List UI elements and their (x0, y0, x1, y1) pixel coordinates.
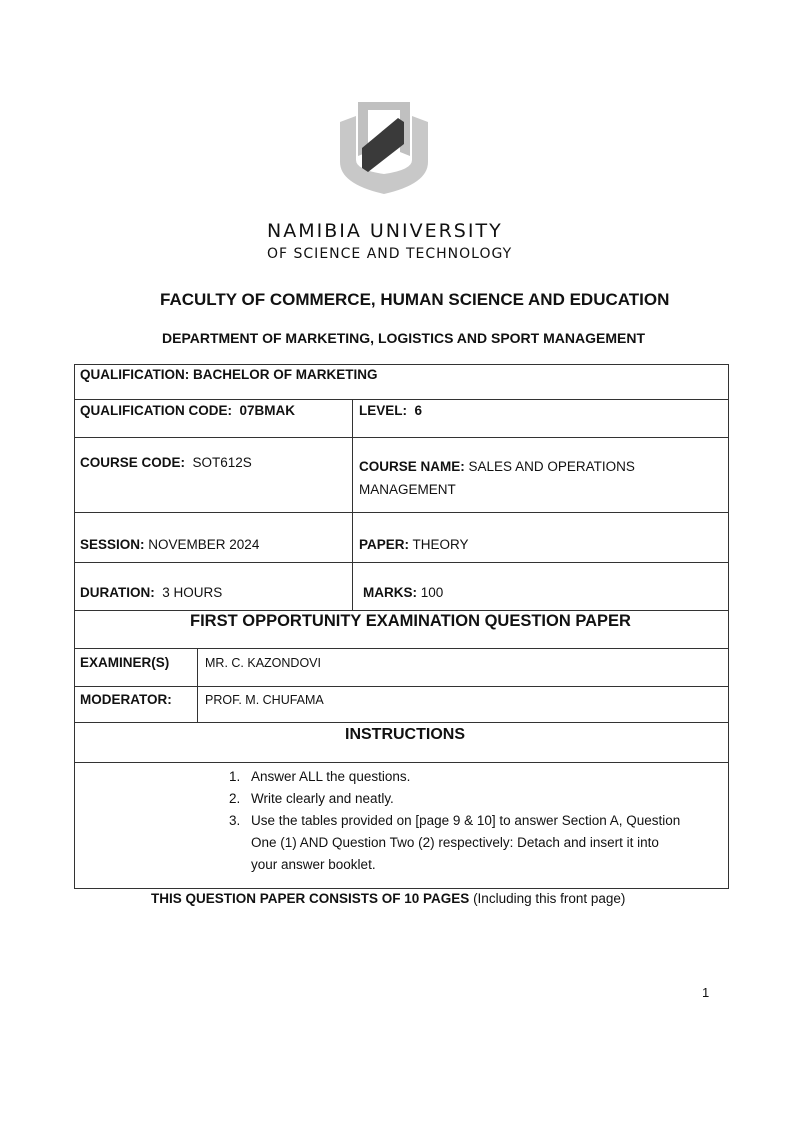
examiner-value: MR. C. KAZONDOVI (205, 656, 321, 670)
moderator-value: PROF. M. CHUFAMA (205, 693, 324, 707)
instruction-item: 3. Use the tables provided on [page 9 & 10] to answer Section A, Question One (1) AND Question Two (2) respectively: Detach and insert it into your answer booklet. (229, 813, 681, 872)
session: SESSION: NOVEMBER 2024 (80, 537, 260, 552)
university-logo (336, 100, 432, 196)
course-name: COURSE NAME: SALES AND OPERATIONS MANAGEMENT (359, 459, 635, 497)
instructions-heading: INSTRUCTIONS (345, 726, 465, 743)
duration: DURATION: 3 HOURS (80, 585, 223, 600)
qualification-row: QUALIFICATION: BACHELOR OF MARKETING (80, 367, 378, 382)
exam-heading: FIRST OPPORTUNITY EXAMINATION QUESTION PAPER (190, 612, 631, 630)
department-title: DEPARTMENT OF MARKETING, LOGISTICS AND SPORT MANAGEMENT (162, 330, 645, 346)
paper: PAPER: THEORY (359, 537, 469, 552)
university-subname: OF SCIENCE AND TECHNOLOGY (267, 246, 513, 262)
instruction-item: 2. Write clearly and neatly. (229, 791, 394, 806)
instruction-item: 1. Answer ALL the questions. (229, 769, 411, 784)
university-name: NAMIBIA UNIVERSITY (267, 220, 503, 242)
marks: MARKS: 100 (363, 585, 444, 600)
examiner-label: EXAMINER(S) (80, 655, 170, 670)
page-count-note: THIS QUESTION PAPER CONSISTS OF 10 PAGES (Including this front page) (151, 891, 626, 906)
moderator-label: MODERATOR: (80, 692, 172, 707)
page-number: 1 (702, 985, 710, 1000)
instructions-list (229, 766, 680, 876)
faculty-title: FACULTY OF COMMERCE, HUMAN SCIENCE AND EDUCATION (160, 290, 670, 309)
level: LEVEL: 6 (359, 403, 423, 418)
qualification-code: QUALIFICATION CODE: 07BMAK (80, 403, 296, 418)
course-code: COURSE CODE: SOT612S (80, 455, 252, 470)
